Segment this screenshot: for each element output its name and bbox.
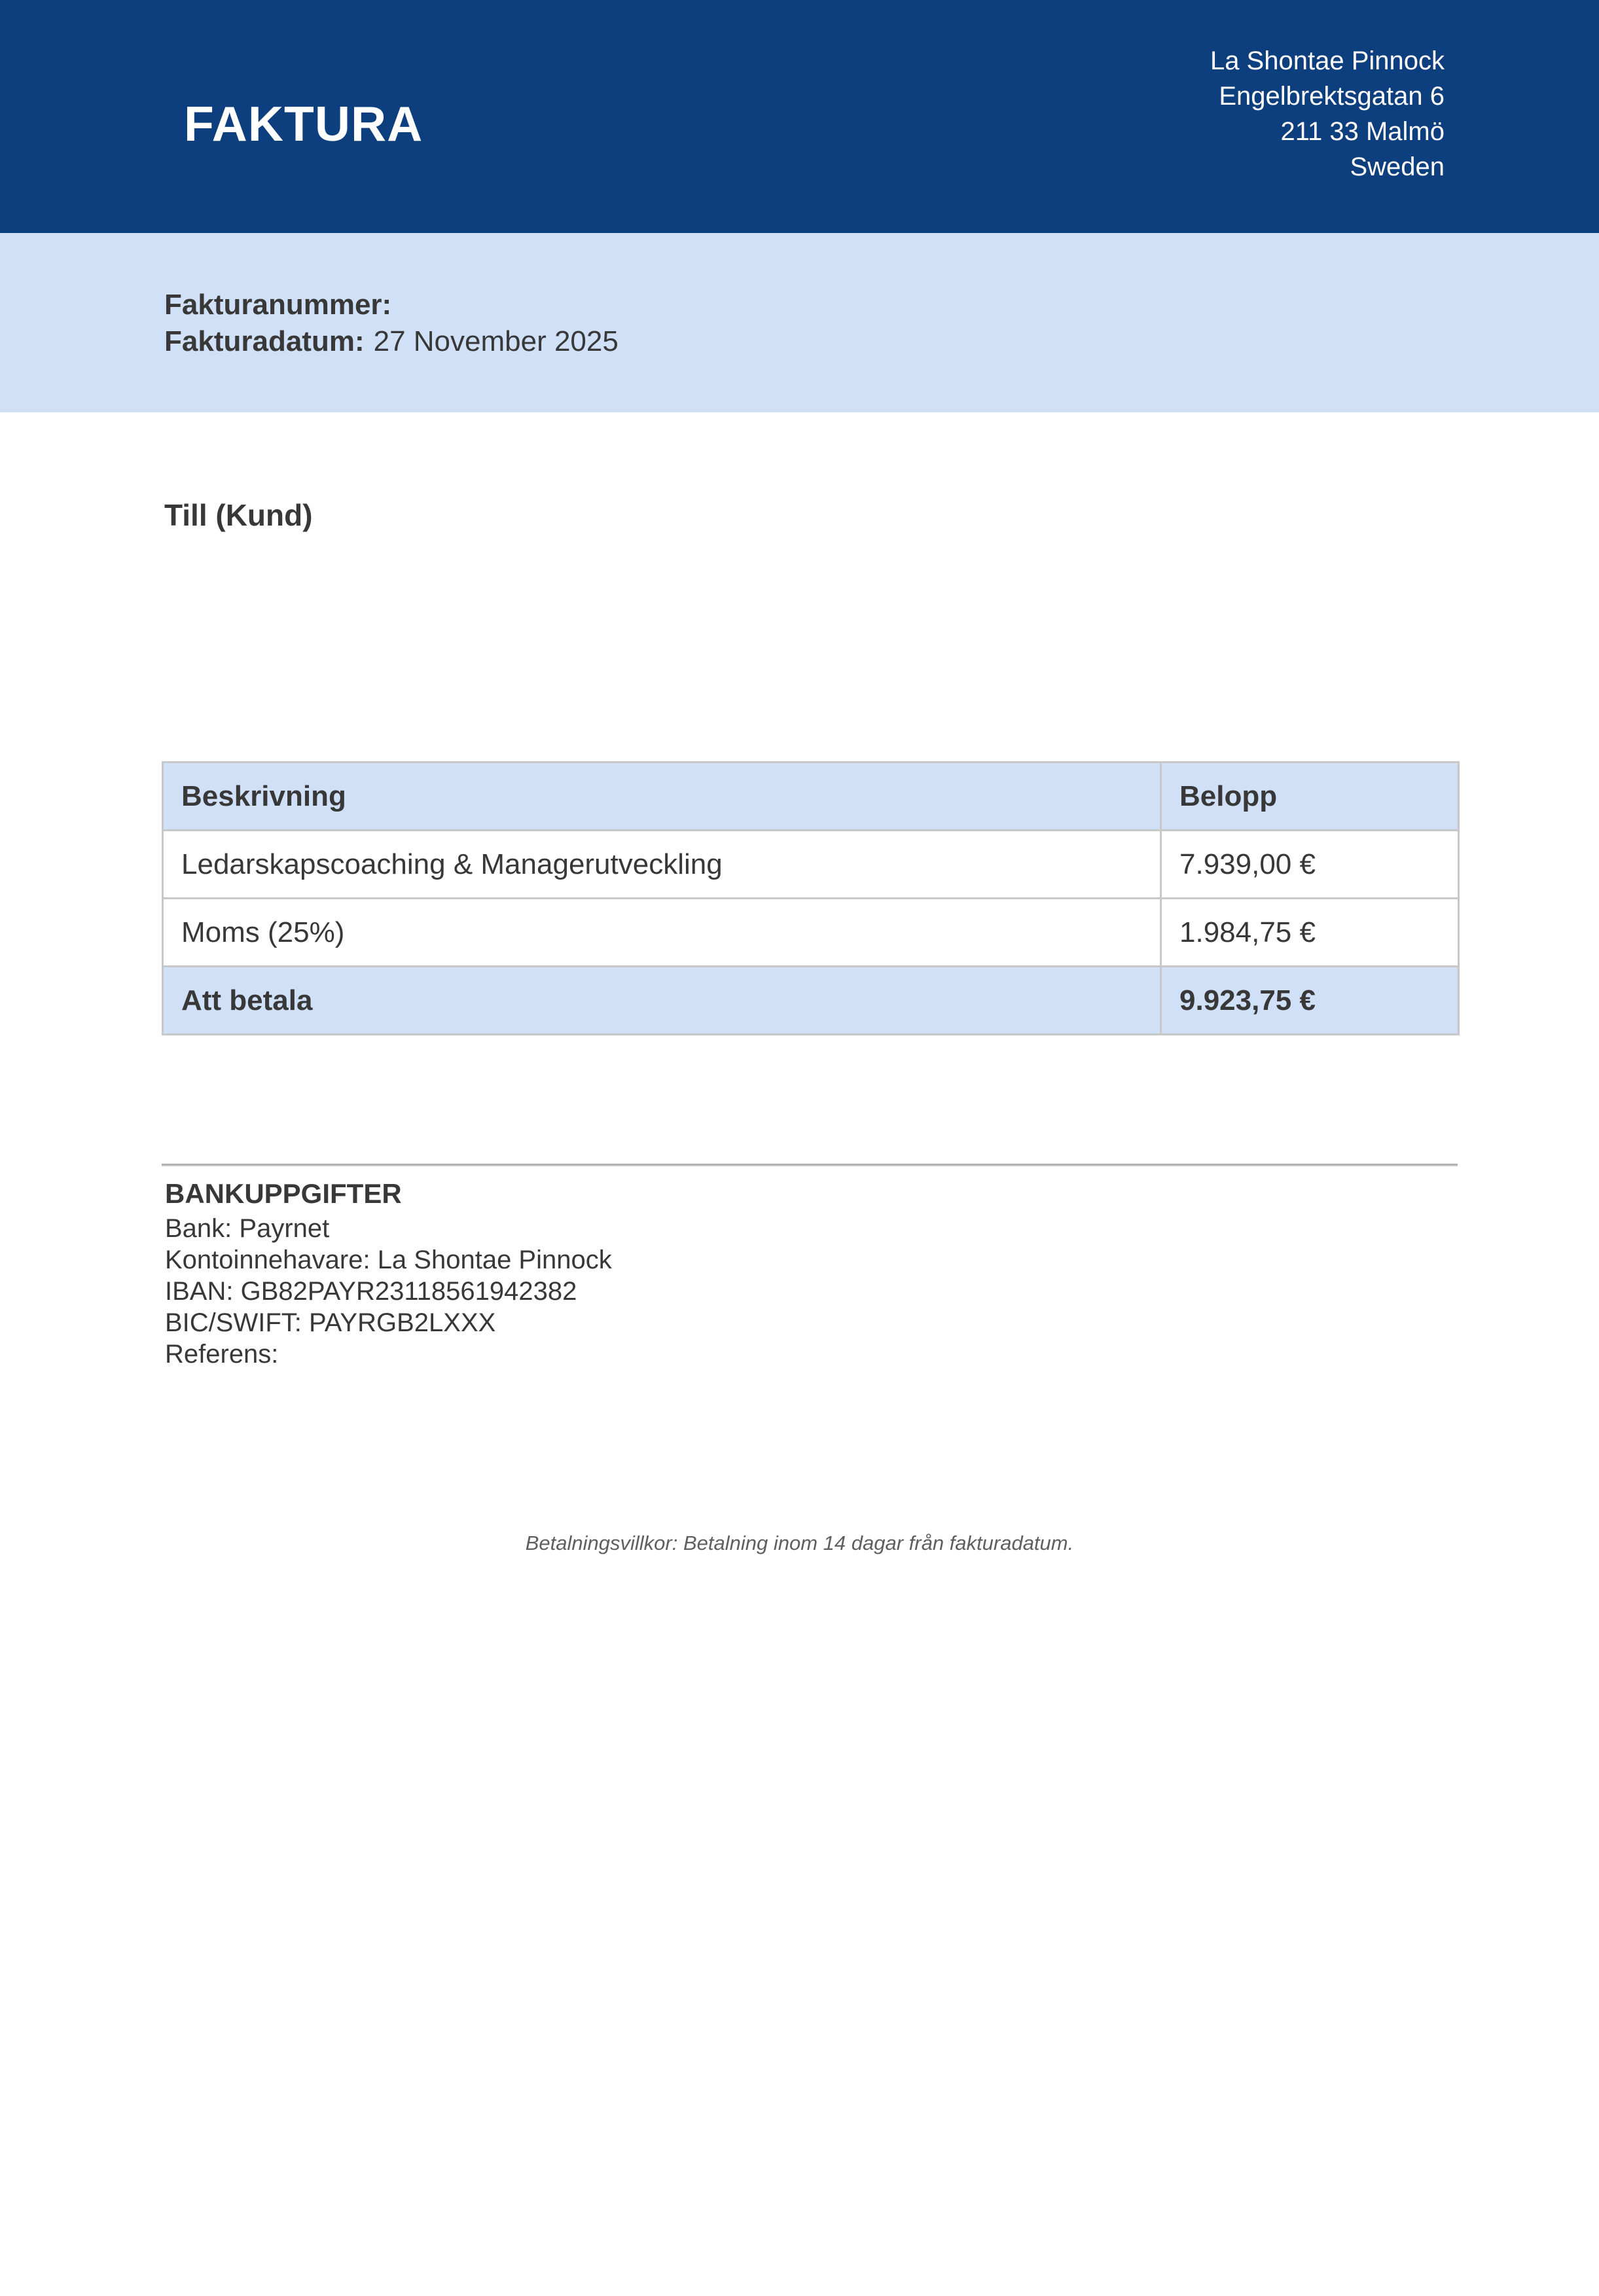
account-holder-line: Kontoinnehavare: La Shontae Pinnock	[165, 1246, 612, 1274]
invoice-number-label: Fakturanummer:	[164, 289, 392, 321]
section-divider	[162, 1164, 1458, 1166]
total-label: Att betala	[163, 967, 1161, 1035]
iban-line: IBAN: GB82PAYR23118561942382	[165, 1277, 577, 1306]
bic-swift-line: BIC/SWIFT: PAYRGB2LXXX	[165, 1308, 496, 1337]
item-description: Moms (25%)	[163, 899, 1161, 967]
column-header-description: Beskrivning	[163, 762, 1161, 831]
invoice-date-label: Fakturadatum:	[164, 325, 365, 357]
sender-postal-city: 211 33 Malmö	[1280, 117, 1445, 146]
invoice-date-value: 27 November 2025	[373, 325, 619, 357]
invoice-meta	[164, 287, 619, 360]
table-header-row	[163, 762, 1459, 831]
table-row	[163, 899, 1459, 967]
invoice-meta-band	[0, 233, 1599, 412]
document-title: FAKTURA	[184, 96, 423, 151]
invoice-number-line	[164, 287, 619, 323]
invoice-date-line	[164, 323, 619, 360]
sender-country: Sweden	[1350, 152, 1445, 181]
bank-name-line: Bank: Payrnet	[165, 1214, 330, 1243]
item-description: Ledarskapscoaching & Managerutveckling	[163, 831, 1161, 899]
total-amount: 9.923,75 €	[1161, 967, 1459, 1035]
table-row	[163, 831, 1459, 899]
payment-terms-note: Betalningsvillkor: Betalning inom 14 dagar från fakturadatum.	[525, 1532, 1074, 1554]
item-amount: 1.984,75 €	[1161, 899, 1459, 967]
sender-address	[1210, 43, 1445, 185]
bank-section-heading: BANKUPPGIFTER	[165, 1178, 402, 1209]
reference-line: Referens:	[165, 1340, 279, 1369]
table-total-row	[163, 967, 1459, 1035]
recipient-heading: Till (Kund)	[164, 498, 313, 532]
sender-street: Engelbrektsgatan 6	[1219, 82, 1445, 111]
column-header-amount: Belopp	[1161, 762, 1459, 831]
header-banner	[0, 0, 1599, 233]
item-amount: 7.939,00 €	[1161, 831, 1459, 899]
sender-name: La Shontae Pinnock	[1210, 46, 1445, 75]
bank-details-section	[165, 1178, 612, 1370]
items-table	[162, 761, 1460, 1035]
